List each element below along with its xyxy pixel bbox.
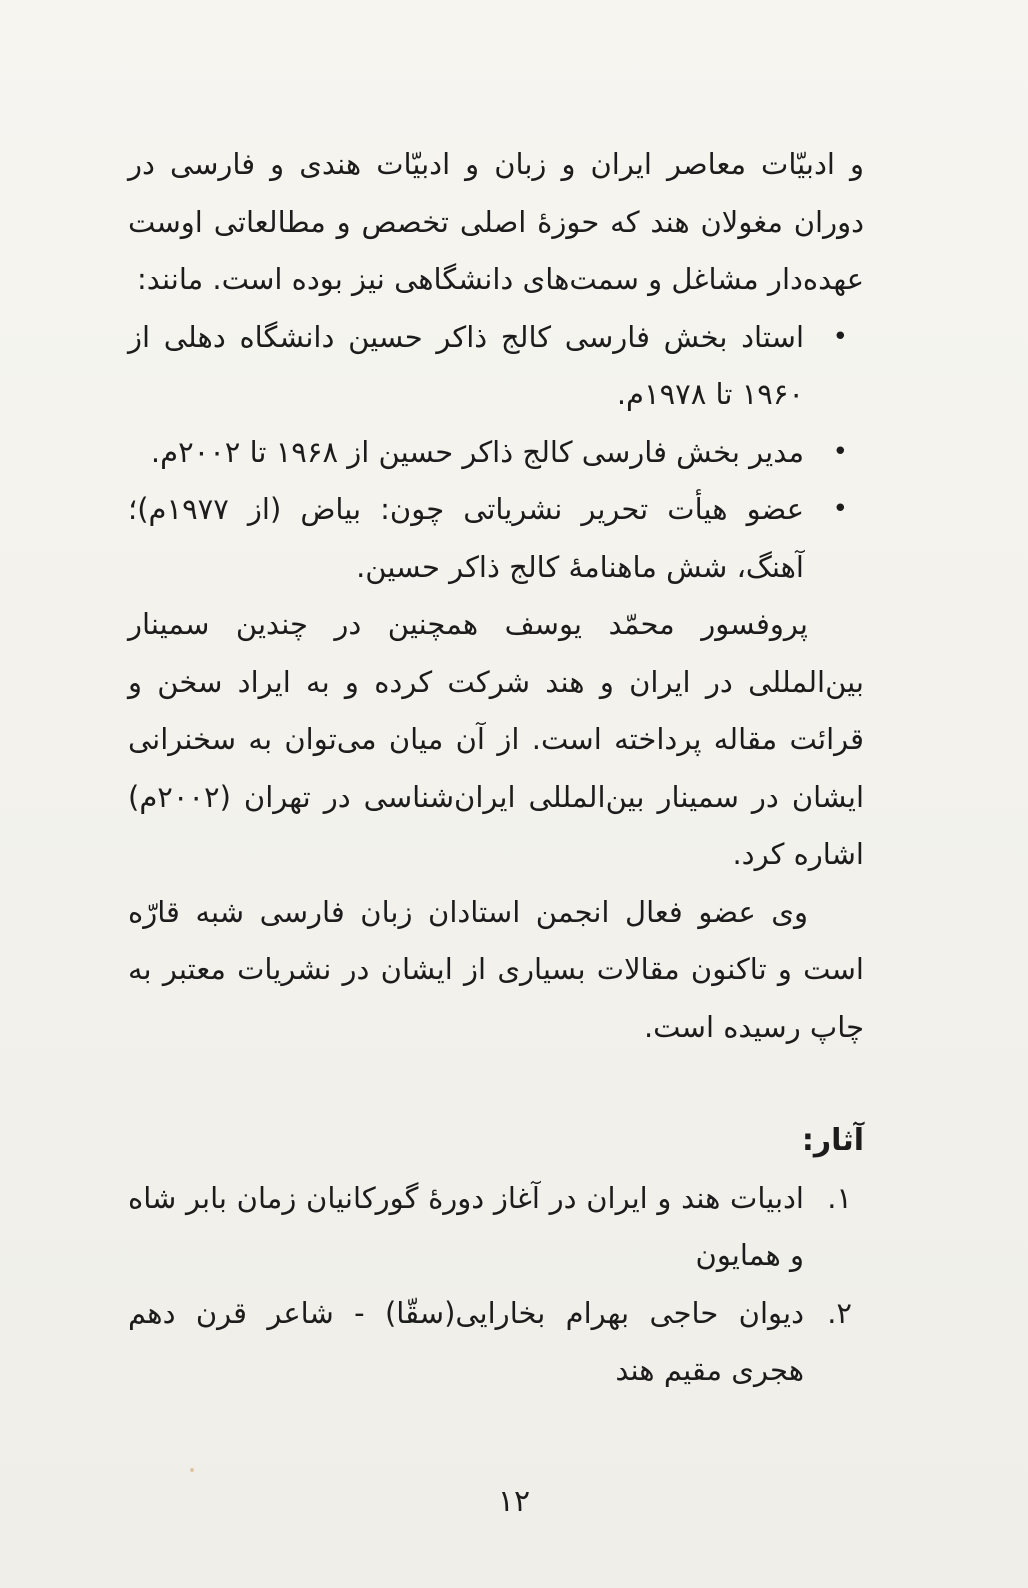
membership-paragraph: وی عضو فعال انجمن استادان زبان فارسی شبه قارّه است و تاکنون مقالات بسیاری از ایشان در نشریات معتبر به چاپ رسیده است. (128, 894, 864, 1044)
works-list (128, 1170, 864, 1400)
position-item: • عضو هیأت تحریر نشریاتی چون: بیاض (از ۱۹۷۷م)؛ آهنگ، شش ماهنامهٔ کالج ذاکر حسین. (128, 481, 864, 596)
work-item (128, 1285, 864, 1400)
seminars-paragraph: پروفسور محمّد یوسف همچنین در چندین سمینار بین‌المللی در ایران و هند شرکت کرده و به ایراد سخن و قرائت مقاله پرداخته است. از آن میان می‌توان به سخنرانی ایشان در سمینار بین‌المللی ایران‌شناسی در تهران (۲۰۰۲م) اشاره کرد. (128, 607, 864, 871)
work-item (128, 1170, 864, 1285)
works-heading: آثار: (801, 1123, 864, 1158)
intro-paragraph: و ادبیّات معاصر ایران و زبان و ادبیّات هندی و فارسی در دوران مغولان هند که حوزهٔ اصلی تخصص و مطالعاتی اوست عهده‌دار مشاغل و سمت‌های دانشگاهی نیز بوده است. مانند: (128, 147, 864, 296)
work-number: ۲. (827, 1295, 852, 1330)
paper-spot (190, 1468, 194, 1472)
position-item: • مدیر بخش فارسی کالج ذاکر حسین از ۱۹۶۸ تا ۲۰۰۲م. (128, 424, 864, 482)
positions-list (128, 309, 864, 597)
work-title: دیوان حاجی بهرام بخارایی(سقّا) - شاعر قرن دهم هجری مقیم هند (128, 1295, 804, 1387)
page-number: ۱۲ (497, 1484, 531, 1519)
work-title: ادبیات هند و ایران در آغاز دورهٔ گورکانیان زمان بابر شاه و همایون (128, 1180, 804, 1272)
page-body (128, 136, 864, 1400)
work-number: ۱. (827, 1180, 852, 1215)
position-item: • استاد بخش فارسی کالج ذاکر حسین دانشگاه دهلی از ۱۹۶۰ تا ۱۹۷۸م. (128, 309, 864, 424)
